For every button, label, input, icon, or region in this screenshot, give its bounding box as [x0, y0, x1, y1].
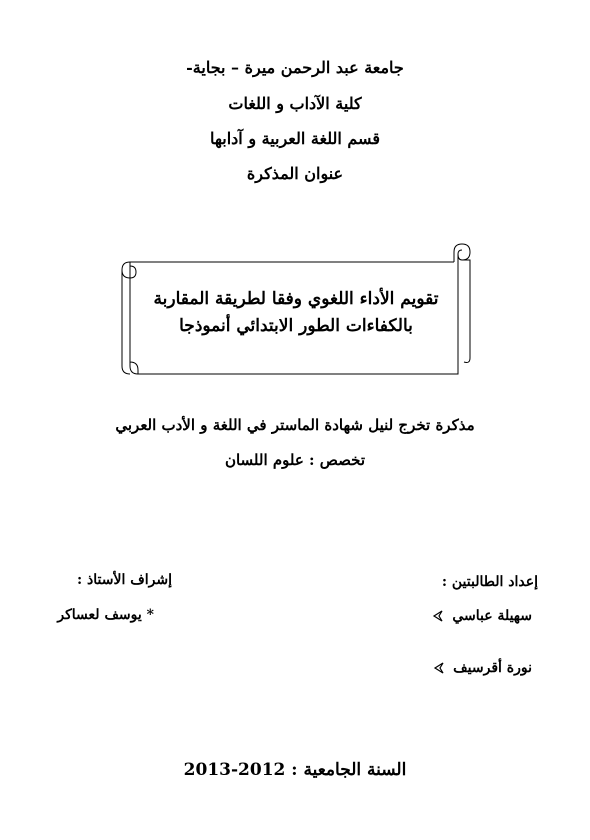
faculty-name: كلية الآداب و اللغات [228, 94, 362, 113]
arrow-bullet-icon [432, 610, 444, 622]
supervised-by-label: إشراف الأستاذ : [77, 572, 172, 588]
arrow-bullet-icon [433, 662, 445, 674]
degree-statement: مذكرة تخرج لنيل شهادة الماستر في اللغة و الأدب العربي [115, 416, 475, 434]
list-item [432, 608, 532, 624]
department-name: قسم اللغة العربية و آدابها [210, 129, 380, 148]
thesis-title-line-1: تقويم الأداء اللغوي وفقا لطريقة المقاربة [153, 289, 439, 309]
list-item [433, 660, 532, 676]
student-name: نورة أقرسيف [453, 660, 532, 676]
specialty-line: تخصص : علوم اللسان [224, 451, 366, 469]
thesis-title-label: عنوان المذكرة [246, 164, 344, 183]
title-scroll-banner [118, 238, 474, 378]
supervisor-name: * يوسف لعساكر [57, 607, 154, 623]
university-name: جامعة عبد الرحمن ميرة – بجاية- [186, 58, 404, 77]
academic-year: السنة الجامعية : 2012-2013 [183, 760, 407, 780]
student-name: سهيلة عباسي [452, 608, 532, 624]
thesis-title-line-2: بالكفاءات الطور الابتدائي أنموذجا [179, 316, 413, 336]
prepared-by-label: إعداد الطالبتين : [441, 574, 538, 590]
